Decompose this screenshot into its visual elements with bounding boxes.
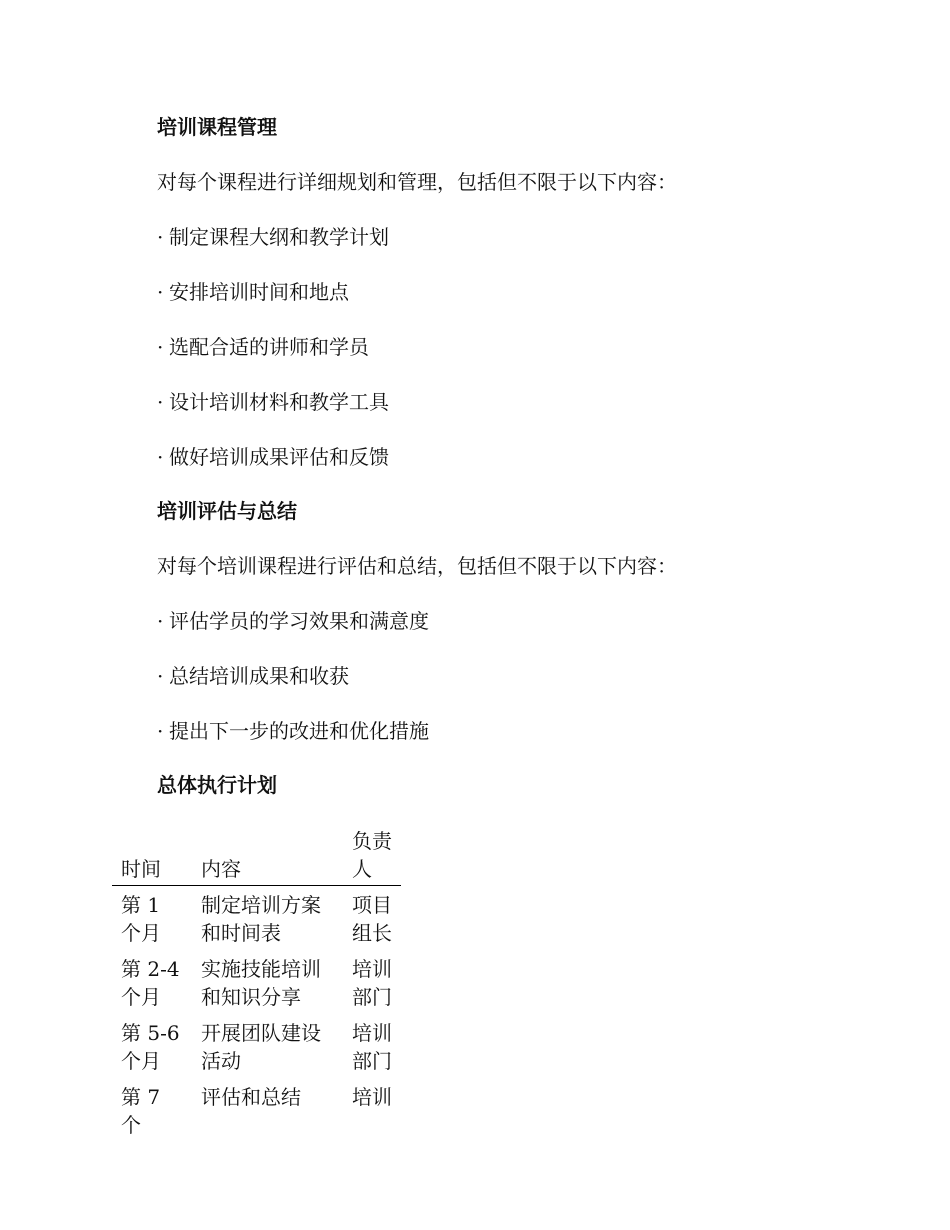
table-cell-content: 开展团队建设活动 [201,1021,321,1073]
table-row [112,1078,401,1142]
column-header-content: 内容 [192,827,343,886]
list-item [157,279,349,305]
bullet-marker: · [157,445,164,469]
table-row [112,1014,401,1078]
bullet-marker: · [157,719,164,743]
bullet-marker: · [157,609,164,633]
list-item [157,663,349,689]
table-cell-owner: 项目组长 [352,893,392,945]
table-header-row [112,827,401,886]
list-item-text: 选配合适的讲师和学员 [169,335,369,359]
list-item-text: 设计培训材料和教学工具 [169,390,389,414]
list-item [157,718,429,744]
list-item-text: 做好培训成果评估和反馈 [169,445,389,469]
column-header-owner: 负责人 [343,827,401,886]
section-intro-evaluation: 对每个培训课程进行评估和总结，包括但不限于以下内容： [157,554,677,578]
table-cell-time: 第 2-4 个月 [121,957,180,1009]
table-cell-time: 第 7 个 [121,1085,161,1137]
table-row [112,886,401,951]
bullet-marker: · [157,335,164,359]
table-row [112,950,401,1014]
list-item [157,224,389,250]
table-cell-content: 制定培训方案和时间表 [201,893,321,945]
column-header-time: 时间 [112,827,192,886]
list-item-text: 制定课程大纲和教学计划 [169,225,389,249]
section-heading-course-management: 培训课程管理 [157,115,277,139]
section-intro-course-management: 对每个课程进行详细规划和管理，包括但不限于以下内容： [157,170,677,194]
list-item [157,389,389,415]
bullet-marker: · [157,390,164,414]
table-cell-time: 第 1 个月 [121,893,161,945]
table-cell-time: 第 5-6 个月 [121,1021,180,1073]
table-cell-owner: 培训部门 [352,1021,392,1073]
list-item-text: 安排培训时间和地点 [169,280,349,304]
list-item [157,334,369,360]
plan-table [112,827,401,1142]
section-heading-overall-plan: 总体执行计划 [157,773,277,797]
table-cell-content: 实施技能培训和知识分享 [201,957,321,1009]
bullet-marker: · [157,280,164,304]
list-item [157,608,429,634]
section-heading-evaluation: 培训评估与总结 [157,499,297,523]
list-item [157,444,389,470]
list-item-text: 总结培训成果和收获 [169,664,349,688]
bullet-marker: · [157,664,164,688]
table-cell-content: 评估和总结 [201,1085,301,1109]
bullet-marker: · [157,225,164,249]
table-cell-owner: 培训部门 [352,957,392,1009]
table-cell-owner: 培训 [352,1085,392,1109]
list-item-text: 评估学员的学习效果和满意度 [169,609,429,633]
list-item-text: 提出下一步的改进和优化措施 [169,719,429,743]
